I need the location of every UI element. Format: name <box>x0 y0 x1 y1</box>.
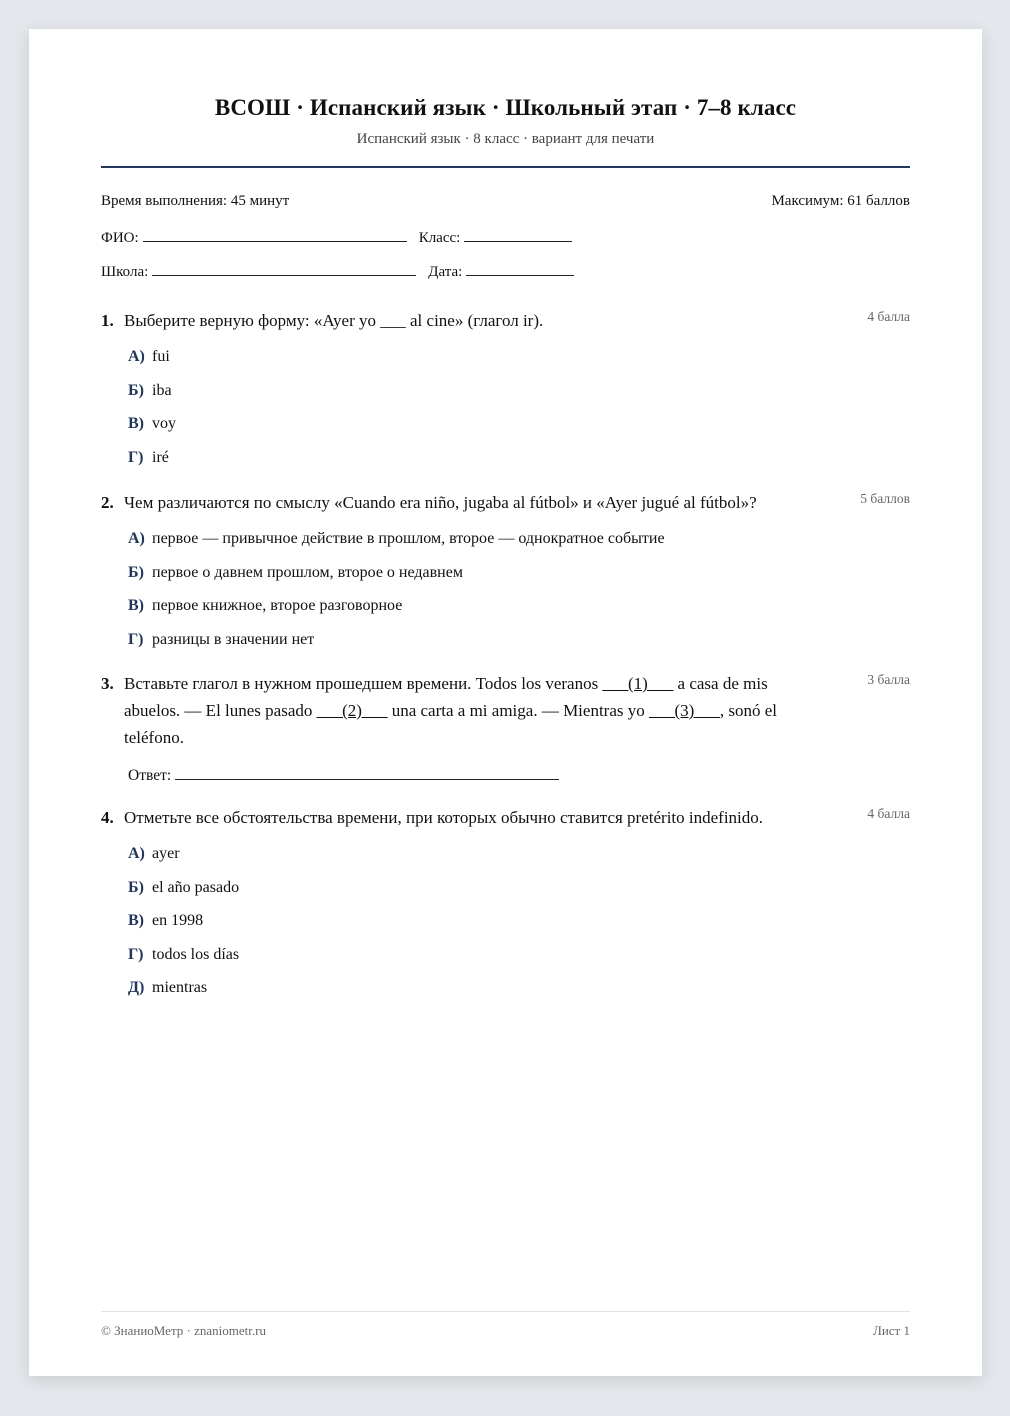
question-4 <box>101 804 910 1005</box>
blank-2[interactable]: ___(2)___ <box>316 701 388 720</box>
option-a[interactable] <box>128 522 910 556</box>
option-letter: А) <box>128 348 145 365</box>
option-text: iré <box>152 448 169 466</box>
option-text: разницы в значении нет <box>152 630 315 648</box>
question-number: 1. <box>101 311 114 330</box>
question-points: 4 балла <box>867 309 910 324</box>
exam-sheet <box>29 29 982 1376</box>
option-letter: Б) <box>128 878 144 896</box>
option-letter: Г) <box>128 630 144 648</box>
option-text: voy <box>152 415 176 433</box>
option-text: iba <box>152 381 172 399</box>
option-b[interactable] <box>128 374 910 408</box>
option-text: ayer <box>152 845 180 862</box>
option-letter: А) <box>128 530 145 547</box>
option-v[interactable] <box>128 904 910 938</box>
question-1 <box>101 307 910 474</box>
question-number: 2. <box>101 493 114 512</box>
option-text: первое о давнем прошлом, второе о недавнем <box>152 563 463 581</box>
school-label: Школа: <box>101 264 149 280</box>
question-text <box>101 670 826 751</box>
option-text: el año pasado <box>152 878 240 896</box>
option-b[interactable] <box>128 871 910 905</box>
class-label: Класс: <box>418 230 461 246</box>
option-text: первое книжное, второе разговорное <box>152 597 403 615</box>
question-points: 4 балла <box>867 806 910 821</box>
copyright: © ЗнаниоМетр · znaniometr.ru <box>101 1323 266 1338</box>
question-points: 5 баллов <box>860 491 910 506</box>
text-part: , sonó el teléfono. <box>124 701 777 747</box>
page-subtitle: Испанский язык · 8 класс · вариант для печати <box>356 131 655 147</box>
question-number: 4. <box>101 808 114 827</box>
option-a[interactable] <box>128 837 910 871</box>
text-part: Вставьте глагол в нужном прошедшем времени. Todos los veranos <box>124 674 603 693</box>
answer-label: Ответ: <box>128 767 172 784</box>
option-text: mientras <box>152 979 208 997</box>
blank-1[interactable]: ___(1)___ <box>602 674 674 693</box>
option-text: fui <box>152 348 170 365</box>
option-text: todos los días <box>152 945 240 963</box>
option-letter: Б) <box>128 381 144 399</box>
class-field[interactable] <box>464 226 572 242</box>
question-header <box>101 489 910 516</box>
option-letter: В) <box>128 597 144 615</box>
option-letter: Г) <box>128 448 144 466</box>
options-list <box>101 340 910 474</box>
option-letter: А) <box>128 845 145 862</box>
date-label: Дата: <box>428 264 463 280</box>
page-footer <box>101 1323 910 1339</box>
question-header <box>101 804 910 831</box>
exam-meta <box>101 193 910 210</box>
question-text: Отметьте все обстоятельства времени, при которых обычно ставится pretérito indefinido. <box>124 808 764 827</box>
question-points: 3 балла <box>867 672 910 687</box>
text-part: una carta a mi amiga. — Mientras yo <box>387 701 649 720</box>
option-g[interactable] <box>128 441 910 475</box>
option-g[interactable] <box>128 938 910 972</box>
question-3 <box>101 670 910 785</box>
blank-3[interactable]: ___(3)___ <box>649 701 720 720</box>
max-score: Максимум: 61 баллов <box>771 193 910 209</box>
option-v[interactable] <box>128 407 910 441</box>
question-header <box>101 307 910 334</box>
option-d[interactable] <box>128 971 910 1005</box>
school-field[interactable] <box>152 260 416 276</box>
option-letter: В) <box>128 912 144 930</box>
question-text: Выберите верную форму: «Ayer yo ___ al cine» (глагол ir). <box>124 311 544 330</box>
option-letter: Д) <box>128 979 145 997</box>
time-limit: Время выполнения: 45 минут <box>101 193 290 209</box>
page-title: ВСОШ · Испанский язык · Школьный этап · 7–8 класс <box>214 95 797 120</box>
option-text: en 1998 <box>152 912 204 930</box>
question-text: Чем различаются по смыслу «Cuando era niño, jugaba al fútbol» и «Ayer jugué al fútbol»? <box>124 493 757 512</box>
answer-row <box>128 765 910 785</box>
option-g[interactable] <box>128 623 910 657</box>
header-divider <box>101 166 910 168</box>
date-field[interactable] <box>466 260 574 276</box>
name-class-row <box>101 226 584 247</box>
footer-divider <box>101 1311 910 1312</box>
answer-field[interactable] <box>175 765 559 780</box>
option-letter: Б) <box>128 563 144 581</box>
option-b[interactable] <box>128 556 910 590</box>
fio-label: ФИО: <box>101 230 139 246</box>
option-letter: Г) <box>128 945 144 963</box>
question-header <box>101 670 910 751</box>
option-letter: В) <box>128 415 144 433</box>
text-part: a casa de mis abuelos. — El lunes pasado <box>124 674 768 720</box>
sheet-content <box>101 29 910 1376</box>
school-date-row <box>101 260 586 281</box>
question-number: 3. <box>101 674 114 693</box>
question-2 <box>101 489 910 656</box>
option-v[interactable] <box>128 589 910 623</box>
option-text: первое — привычное действие в прошлом, второе — однократное событие <box>152 530 665 547</box>
options-list <box>101 522 910 656</box>
sheet-number: Лист 1 <box>873 1323 910 1338</box>
fio-field[interactable] <box>143 226 407 242</box>
options-list <box>101 837 910 1005</box>
option-a[interactable] <box>128 340 910 374</box>
